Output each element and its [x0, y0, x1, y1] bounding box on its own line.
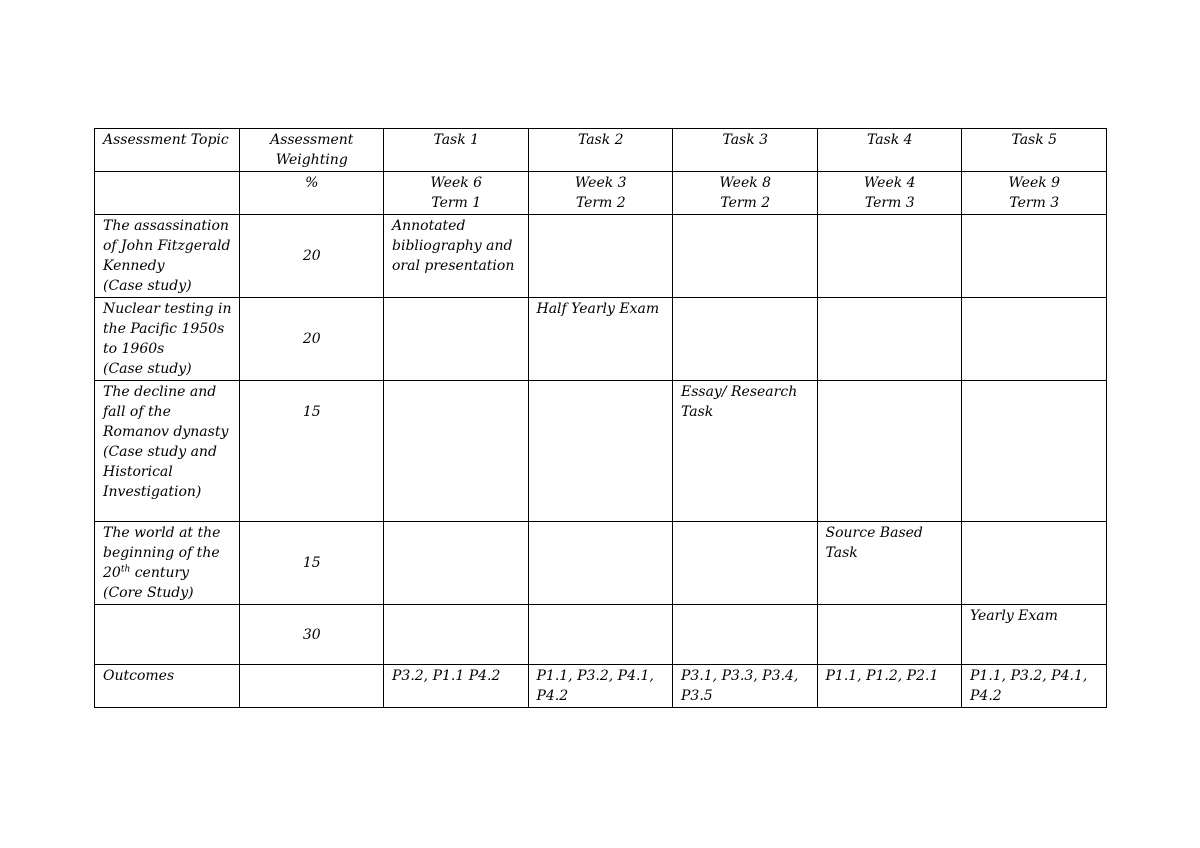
ordinal-suffix: th [120, 564, 131, 575]
topic-line: the Pacific 1950s [103, 321, 225, 337]
task-2-timing [528, 172, 673, 215]
task-cell: Essay/ Research Task [673, 381, 818, 522]
header-topic: Assessment Topic [95, 129, 240, 172]
task-cell [384, 298, 529, 381]
topic-line: The decline and [103, 384, 217, 400]
task-2-week: Week 3 [574, 175, 627, 191]
outcome-cell: P1.1, P1.2, P2.1 [817, 665, 962, 708]
task-3-timing [673, 172, 818, 215]
assessment-schedule-table [94, 128, 1107, 708]
topic-line: Romanov dynasty [103, 424, 229, 440]
outcomes-label: Outcomes [95, 665, 240, 708]
weighting-unit: % [239, 172, 384, 215]
table-row [95, 381, 1107, 522]
header-task-1: Task 1 [384, 129, 529, 172]
task-cell [528, 522, 673, 605]
topic-line: (Case study) [103, 278, 192, 294]
topic-line: fall of the [103, 404, 171, 420]
outcome-cell: P3.1, P3.3, P3.4, P3.5 [673, 665, 818, 708]
topic-cell [95, 381, 240, 522]
outcome-cell: P3.2, P1.1 P4.2 [384, 665, 529, 708]
task-cell [673, 605, 818, 665]
topic-line: (Case study and [103, 444, 217, 460]
header-task-2: Task 2 [528, 129, 673, 172]
task-cell: Yearly Exam [962, 605, 1107, 665]
topic-line: Kennedy [103, 258, 165, 274]
task-cell [817, 298, 962, 381]
outcome-cell: P1.1, P3.2, P4.1, P4.2 [528, 665, 673, 708]
task-cell [673, 298, 818, 381]
topic-cell [95, 605, 240, 665]
task-cell [962, 215, 1107, 298]
header-weighting: Assessment Weighting [239, 129, 384, 172]
task-cell [673, 522, 818, 605]
weighting-cell: 30 [239, 605, 384, 665]
outcomes-weighting-cell [239, 665, 384, 708]
task-4-term: Term 3 [864, 195, 915, 211]
task-2-term: Term 2 [575, 195, 626, 211]
task-cell [962, 381, 1107, 522]
header-task-3: Task 3 [673, 129, 818, 172]
task-cell [817, 215, 962, 298]
task-cell [673, 215, 818, 298]
task-cell [528, 381, 673, 522]
topic-line: (Core Study) [103, 585, 194, 601]
topic-line: to 1960s [103, 341, 165, 357]
topic-line: of John Fitzgerald [103, 238, 231, 254]
weighting-cell: 20 [239, 215, 384, 298]
header-row [95, 129, 1107, 172]
task-3-week: Week 8 [719, 175, 772, 191]
task-cell [384, 605, 529, 665]
topic-line: The world at the [103, 525, 221, 541]
task-cell: Annotated bibliography and oral presentation [384, 215, 529, 298]
topic-line: The assassination [103, 218, 229, 234]
topic-line: Nuclear testing in [103, 301, 232, 317]
topic-cell [95, 298, 240, 381]
task-cell [384, 381, 529, 522]
outcome-cell: P1.1, P3.2, P4.1, P4.2 [962, 665, 1107, 708]
task-4-timing [817, 172, 962, 215]
task-cell [384, 522, 529, 605]
ordinal-number: 20 [103, 565, 121, 581]
task-cell: Source Based Task [817, 522, 962, 605]
task-5-term: Term 3 [1009, 195, 1060, 211]
topic-cell [95, 215, 240, 298]
topic-line: Investigation) [103, 484, 202, 500]
task-cell [817, 381, 962, 522]
weighting-cell: 15 [239, 381, 384, 522]
table-row [95, 522, 1107, 605]
task-4-week: Week 4 [863, 175, 916, 191]
timing-row [95, 172, 1107, 215]
header-task-4: Task 4 [817, 129, 962, 172]
table-row [95, 298, 1107, 381]
table-row [95, 605, 1107, 665]
task-1-week: Week 6 [430, 175, 483, 191]
timing-topic-cell [95, 172, 240, 215]
weighting-cell: 20 [239, 298, 384, 381]
table-row [95, 215, 1107, 298]
task-cell [962, 298, 1107, 381]
topic-cell [95, 522, 240, 605]
task-5-timing [962, 172, 1107, 215]
weighting-cell: 15 [239, 522, 384, 605]
outcomes-row [95, 665, 1107, 708]
task-5-week: Week 9 [1008, 175, 1061, 191]
topic-line: (Case study) [103, 361, 192, 377]
task-cell [962, 522, 1107, 605]
task-1-timing [384, 172, 529, 215]
task-cell [817, 605, 962, 665]
task-1-term: Term 1 [431, 195, 482, 211]
topic-line: Historical [103, 464, 173, 480]
task-cell: Half Yearly Exam [528, 298, 673, 381]
task-cell [528, 215, 673, 298]
header-task-5: Task 5 [962, 129, 1107, 172]
topic-line: beginning of the [103, 545, 220, 561]
task-cell [528, 605, 673, 665]
topic-line-rest: century [130, 565, 190, 581]
topic-line [103, 563, 232, 583]
task-3-term: Term 2 [720, 195, 771, 211]
